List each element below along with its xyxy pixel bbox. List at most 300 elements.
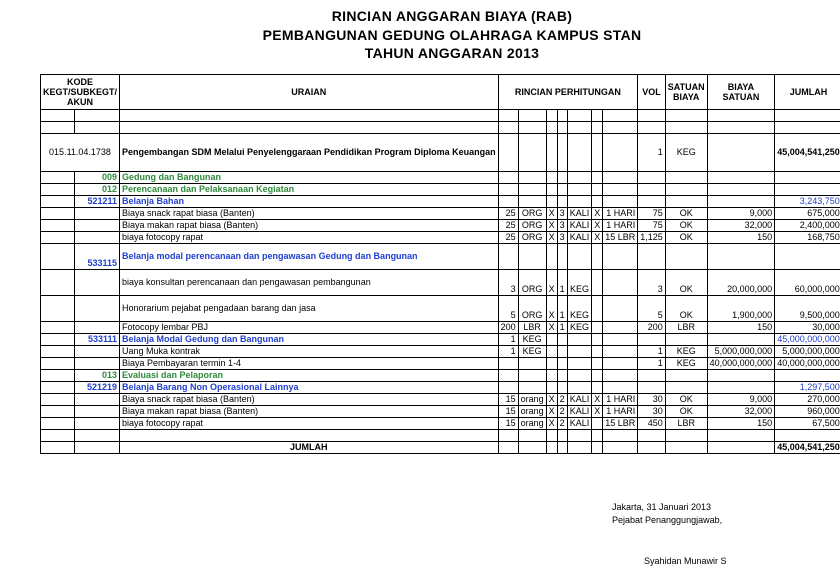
cell-bs — [707, 430, 775, 442]
cell-jumlah: 60,000,000 — [775, 270, 840, 296]
cell-d — [603, 334, 638, 346]
cell-kode1 — [41, 220, 75, 232]
cell-u2 — [567, 172, 592, 184]
cell-jumlah: 3,243,750 — [775, 196, 840, 208]
cell-a: 1 — [498, 346, 518, 358]
cell-jumlah: 45,004,541,250 — [775, 442, 840, 454]
cell-x2: X — [592, 406, 603, 418]
cell-kode1 — [41, 442, 75, 454]
cell-kode — [75, 346, 120, 358]
cell-x2: X — [592, 232, 603, 244]
cell-uraian: Perencanaan dan Pelaksanaan Kegiatan — [120, 184, 499, 196]
cell-d — [603, 322, 638, 334]
cell-u1 — [518, 134, 546, 172]
cell-a — [498, 172, 518, 184]
cell-kode — [75, 322, 120, 334]
cell-vol — [638, 430, 666, 442]
cell-kode1 — [41, 394, 75, 406]
cell-u1: ORG — [518, 296, 546, 322]
cell-u1 — [518, 382, 546, 394]
cell-u2 — [567, 110, 592, 122]
cell-x2 — [592, 430, 603, 442]
cell-uraian: Fotocopy lembar PBJ — [120, 322, 499, 334]
cell-d — [603, 370, 638, 382]
cell-u2 — [567, 430, 592, 442]
cell-u1 — [518, 196, 546, 208]
cell-a — [498, 196, 518, 208]
cell-x1: X — [546, 394, 557, 406]
cell-x2 — [592, 382, 603, 394]
cell-vol — [638, 196, 666, 208]
cell-sat: OK — [665, 208, 707, 220]
cell-x1 — [546, 370, 557, 382]
cell-jumlah — [775, 172, 840, 184]
cell-kode — [75, 418, 120, 430]
cell-vol: 75 — [638, 220, 666, 232]
cell-uraian: Gedung dan Bangunan — [120, 172, 499, 184]
cell-bs — [707, 122, 775, 134]
cell-uraian: Biaya makan rapat biasa (Banten) — [120, 406, 499, 418]
cell-u1 — [518, 442, 546, 454]
cell-a — [498, 442, 518, 454]
cell-d — [603, 122, 638, 134]
table-row — [41, 358, 840, 370]
cell-u2 — [567, 134, 592, 172]
cell-u2 — [567, 196, 592, 208]
cell-d: 15 LBR — [603, 232, 638, 244]
cell-u1: KEG — [518, 346, 546, 358]
cell-u1 — [518, 172, 546, 184]
table-row — [41, 346, 840, 358]
cell-uraian: Biaya makan rapat biasa (Banten) — [120, 220, 499, 232]
cell-bs — [707, 382, 775, 394]
cell-u2: KALI — [567, 220, 592, 232]
cell-vol — [638, 110, 666, 122]
cell-kode1 — [41, 208, 75, 220]
cell-uraian: Evaluasi dan Pelaporan — [120, 370, 499, 382]
cell-b — [557, 122, 567, 134]
cell-kode — [75, 430, 120, 442]
cell-kode — [75, 394, 120, 406]
cell-a: 200 — [498, 322, 518, 334]
cell-u1: orang — [518, 394, 546, 406]
cell-kode: 521219 — [75, 382, 120, 394]
table-row — [41, 122, 840, 134]
cell-vol — [638, 334, 666, 346]
cell-sat — [665, 110, 707, 122]
cell-uraian: Biaya Pembayaran termin 1-4 — [120, 358, 499, 370]
cell-jumlah: 5,000,000,000 — [775, 346, 840, 358]
signature-place-date: Jakarta, 31 Januari 2013 — [612, 502, 712, 512]
cell-vol — [638, 184, 666, 196]
cell-u1 — [518, 184, 546, 196]
title-line-1: RINCIAN ANGGARAN BIAYA (RAB) — [331, 8, 573, 24]
cell-u2 — [567, 334, 592, 346]
cell-kode — [75, 110, 120, 122]
cell-kode — [75, 358, 120, 370]
cell-b: 3 — [557, 208, 567, 220]
cell-jumlah: 67,500 — [775, 418, 840, 430]
table-row — [41, 430, 840, 442]
cell-vol: 1 — [638, 358, 666, 370]
cell-jumlah: 45,000,000,000 — [775, 334, 840, 346]
cell-bs — [707, 196, 775, 208]
cell-b — [557, 184, 567, 196]
cell-u2 — [567, 442, 592, 454]
cell-uraian — [120, 122, 499, 134]
cell-a: 1 — [498, 334, 518, 346]
cell-u2 — [567, 244, 592, 270]
cell-u2: KALI — [567, 394, 592, 406]
cell-u2 — [567, 346, 592, 358]
cell-x1 — [546, 134, 557, 172]
table-row — [41, 232, 840, 244]
cell-sat — [665, 184, 707, 196]
cell-b — [557, 442, 567, 454]
cell-u1: orang — [518, 418, 546, 430]
cell-sat: OK — [665, 220, 707, 232]
cell-kode — [75, 232, 120, 244]
cell-uraian: Pengembangan SDM Melalui Penyelenggaraan Pendidikan Program Diploma Keuangan — [120, 134, 499, 172]
cell-x1 — [546, 110, 557, 122]
cell-vol: 5 — [638, 296, 666, 322]
cell-uraian: Uang Muka kontrak — [120, 346, 499, 358]
cell-kode1 — [41, 418, 75, 430]
cell-uraian: biaya konsultan perencanaan dan pengawasan pembangunan — [120, 270, 499, 296]
cell-b: 1 — [557, 322, 567, 334]
cell-u1: KEG — [518, 334, 546, 346]
cell-x1 — [546, 122, 557, 134]
cell-u1 — [518, 358, 546, 370]
cell-kode1 — [41, 122, 75, 134]
cell-d: 1 HARI — [603, 406, 638, 418]
cell-a — [498, 382, 518, 394]
cell-x2 — [592, 244, 603, 270]
cell-b — [557, 244, 567, 270]
cell-a: 5 — [498, 296, 518, 322]
cell-kode: 521211 — [75, 196, 120, 208]
cell-vol: 1 — [638, 134, 666, 172]
cell-b — [557, 370, 567, 382]
cell-u2: KEG — [567, 322, 592, 334]
cell-b: 2 — [557, 418, 567, 430]
cell-vol: 1,125 — [638, 232, 666, 244]
table-row — [41, 208, 840, 220]
cell-kode1 — [41, 244, 75, 270]
cell-a: 25 — [498, 208, 518, 220]
cell-bs — [707, 172, 775, 184]
cell-bs — [707, 134, 775, 172]
header-kode: KODE KEGT/SUBKEGT/ AKUN — [41, 75, 120, 110]
header-biaya-satuan: BIAYA SATUAN — [707, 75, 775, 110]
cell-kode1 — [41, 110, 75, 122]
cell-jumlah — [775, 244, 840, 270]
cell-bs — [707, 244, 775, 270]
signature-role: Pejabat Penanggungjawab, — [612, 515, 723, 525]
header-vol: VOL — [638, 75, 666, 110]
cell-jumlah — [775, 430, 840, 442]
cell-d — [603, 346, 638, 358]
cell-b — [557, 172, 567, 184]
table-row — [41, 244, 840, 270]
cell-sat: LBR — [665, 322, 707, 334]
table-row — [41, 196, 840, 208]
cell-kode1 — [41, 334, 75, 346]
cell-d — [603, 110, 638, 122]
cell-sat — [665, 442, 707, 454]
table-row — [41, 322, 840, 334]
cell-kode1 — [41, 296, 75, 322]
cell-b — [557, 346, 567, 358]
table-row — [41, 442, 840, 454]
cell-kode: 533115 — [75, 244, 120, 270]
cell-u1: ORG — [518, 270, 546, 296]
cell-vol — [638, 122, 666, 134]
cell-vol — [638, 382, 666, 394]
cell-kode — [75, 122, 120, 134]
cell-jumlah: 1,297,500 — [775, 382, 840, 394]
cell-x1 — [546, 172, 557, 184]
cell-d — [603, 172, 638, 184]
cell-b — [557, 334, 567, 346]
table-row — [41, 418, 840, 430]
cell-bs: 9,000 — [707, 208, 775, 220]
cell-sat — [665, 196, 707, 208]
header-jumlah: JUMLAH — [775, 75, 840, 110]
cell-sat — [665, 244, 707, 270]
cell-bs: 150 — [707, 232, 775, 244]
cell-kode1 — [41, 406, 75, 418]
cell-kode1 — [41, 172, 75, 184]
cell-jumlah: 9,500,000 — [775, 296, 840, 322]
table-row — [41, 172, 840, 184]
table-row — [41, 270, 840, 296]
cell-x2 — [592, 122, 603, 134]
cell-d — [603, 270, 638, 296]
cell-jumlah: 40,000,000,000 — [775, 358, 840, 370]
cell-a: 3 — [498, 270, 518, 296]
cell-u1 — [518, 122, 546, 134]
cell-uraian: Biaya snack rapat biasa (Banten) — [120, 394, 499, 406]
cell-d: 1 HARI — [603, 394, 638, 406]
cell-a — [498, 122, 518, 134]
cell-a — [498, 134, 518, 172]
cell-kode — [75, 406, 120, 418]
cell-kode: 533111 — [75, 334, 120, 346]
cell-u2 — [567, 122, 592, 134]
cell-kode1 — [41, 232, 75, 244]
cell-b — [557, 110, 567, 122]
cell-u1 — [518, 430, 546, 442]
cell-sat — [665, 430, 707, 442]
cell-u1: orang — [518, 406, 546, 418]
cell-d: 15 LBR — [603, 418, 638, 430]
cell-d — [603, 184, 638, 196]
cell-bs — [707, 370, 775, 382]
table-row — [41, 334, 840, 346]
cell-a: 15 — [498, 394, 518, 406]
cell-a — [498, 358, 518, 370]
cell-uraian: Belanja Barang Non Operasional Lainnya — [120, 382, 499, 394]
cell-d — [603, 382, 638, 394]
cell-x1: X — [546, 220, 557, 232]
cell-a: 25 — [498, 220, 518, 232]
cell-sat: KEG — [665, 358, 707, 370]
cell-b — [557, 430, 567, 442]
cell-sat: KEG — [665, 346, 707, 358]
cell-b: 2 — [557, 394, 567, 406]
cell-jumlah: 168,750 — [775, 232, 840, 244]
cell-x2 — [592, 358, 603, 370]
cell-x1: X — [546, 208, 557, 220]
cell-x2 — [592, 346, 603, 358]
cell-bs: 1,900,000 — [707, 296, 775, 322]
cell-b: 1 — [557, 270, 567, 296]
cell-x2 — [592, 134, 603, 172]
cell-x1: X — [546, 232, 557, 244]
cell-b — [557, 134, 567, 172]
cell-bs: 150 — [707, 418, 775, 430]
cell-u2: KALI — [567, 208, 592, 220]
cell-b — [557, 382, 567, 394]
cell-uraian — [120, 430, 499, 442]
cell-sat: LBR — [665, 418, 707, 430]
cell-kode: 015.11.04.1738 — [41, 134, 120, 172]
cell-bs: 9,000 — [707, 394, 775, 406]
cell-sat — [665, 172, 707, 184]
cell-x1 — [546, 358, 557, 370]
cell-kode1 — [41, 184, 75, 196]
cell-a — [498, 184, 518, 196]
cell-jumlah — [775, 122, 840, 134]
cell-x1 — [546, 442, 557, 454]
cell-u2: KALI — [567, 418, 592, 430]
cell-kode1 — [41, 196, 75, 208]
cell-d — [603, 196, 638, 208]
cell-kode1 — [41, 370, 75, 382]
cell-jumlah — [775, 110, 840, 122]
cell-sat — [665, 370, 707, 382]
cell-uraian: Biaya snack rapat biasa (Banten) — [120, 208, 499, 220]
cell-vol: 200 — [638, 322, 666, 334]
cell-x2: X — [592, 394, 603, 406]
table-body — [41, 110, 840, 454]
cell-bs — [707, 334, 775, 346]
cell-b — [557, 196, 567, 208]
table-row — [41, 220, 840, 232]
cell-u1: ORG — [518, 208, 546, 220]
cell-vol — [638, 370, 666, 382]
cell-u2 — [567, 370, 592, 382]
cell-kode: 009 — [75, 172, 120, 184]
cell-uraian: Belanja modal perencanaan dan pengawasan Gedung dan Bangunan — [120, 244, 499, 270]
table-row — [41, 370, 840, 382]
cell-a: 15 — [498, 406, 518, 418]
cell-vol: 1 — [638, 346, 666, 358]
cell-sat: OK — [665, 394, 707, 406]
header-satuan: SATUAN BIAYA — [665, 75, 707, 110]
cell-a — [498, 370, 518, 382]
cell-sat: OK — [665, 232, 707, 244]
cell-b: 2 — [557, 406, 567, 418]
cell-bs: 5,000,000,000 — [707, 346, 775, 358]
cell-x1 — [546, 184, 557, 196]
cell-a: 15 — [498, 418, 518, 430]
cell-x2 — [592, 184, 603, 196]
cell-x2 — [592, 418, 603, 430]
cell-u1: ORG — [518, 220, 546, 232]
cell-x1 — [546, 346, 557, 358]
cell-jumlah: 960,000 — [775, 406, 840, 418]
table-row — [41, 394, 840, 406]
cell-kode — [75, 270, 120, 296]
cell-x1 — [546, 334, 557, 346]
cell-x1 — [546, 382, 557, 394]
table-row — [41, 184, 840, 196]
cell-kode1 — [41, 430, 75, 442]
table-row — [41, 406, 840, 418]
cell-jumlah: 45,004,541,250 — [775, 134, 840, 172]
cell-x2 — [592, 110, 603, 122]
cell-u1: ORG — [518, 232, 546, 244]
cell-x2 — [592, 296, 603, 322]
cell-x2 — [592, 334, 603, 346]
signature-name: Syahidan Munawir S — [644, 556, 727, 566]
cell-b: 3 — [557, 220, 567, 232]
cell-jumlah: 30,000 — [775, 322, 840, 334]
cell-u2 — [567, 184, 592, 196]
cell-vol: 30 — [638, 406, 666, 418]
cell-b — [557, 358, 567, 370]
cell-uraian: JUMLAH — [120, 442, 499, 454]
title-line-3: TAHUN ANGGARAN 2013 — [364, 45, 540, 61]
cell-bs: 32,000 — [707, 406, 775, 418]
cell-sat: KEG — [665, 134, 707, 172]
cell-u1 — [518, 370, 546, 382]
cell-sat — [665, 382, 707, 394]
cell-kode — [75, 208, 120, 220]
cell-kode: 013 — [75, 370, 120, 382]
cell-vol: 450 — [638, 418, 666, 430]
cell-bs — [707, 184, 775, 196]
cell-u2: KALI — [567, 406, 592, 418]
cell-x2 — [592, 322, 603, 334]
cell-d: 1 HARI — [603, 220, 638, 232]
cell-x2 — [592, 370, 603, 382]
cell-x1 — [546, 430, 557, 442]
rab-table — [40, 74, 840, 454]
cell-bs: 20,000,000 — [707, 270, 775, 296]
cell-u1 — [518, 244, 546, 270]
header-rincian: RINCIAN PERHITUNGAN — [498, 75, 638, 110]
cell-x2 — [592, 270, 603, 296]
cell-x1: X — [546, 406, 557, 418]
cell-sat — [665, 122, 707, 134]
cell-d — [603, 244, 638, 270]
cell-a — [498, 430, 518, 442]
cell-sat — [665, 334, 707, 346]
cell-kode1 — [41, 322, 75, 334]
cell-d — [603, 442, 638, 454]
cell-kode — [75, 442, 120, 454]
cell-b: 3 — [557, 232, 567, 244]
cell-u1 — [518, 110, 546, 122]
cell-x1: X — [546, 322, 557, 334]
cell-a: 25 — [498, 232, 518, 244]
cell-uraian: biaya fotocopy rapat — [120, 418, 499, 430]
cell-a — [498, 244, 518, 270]
title-line-2: PEMBANGUNAN GEDUNG OLAHRAGA KAMPUS STAN — [262, 27, 642, 43]
